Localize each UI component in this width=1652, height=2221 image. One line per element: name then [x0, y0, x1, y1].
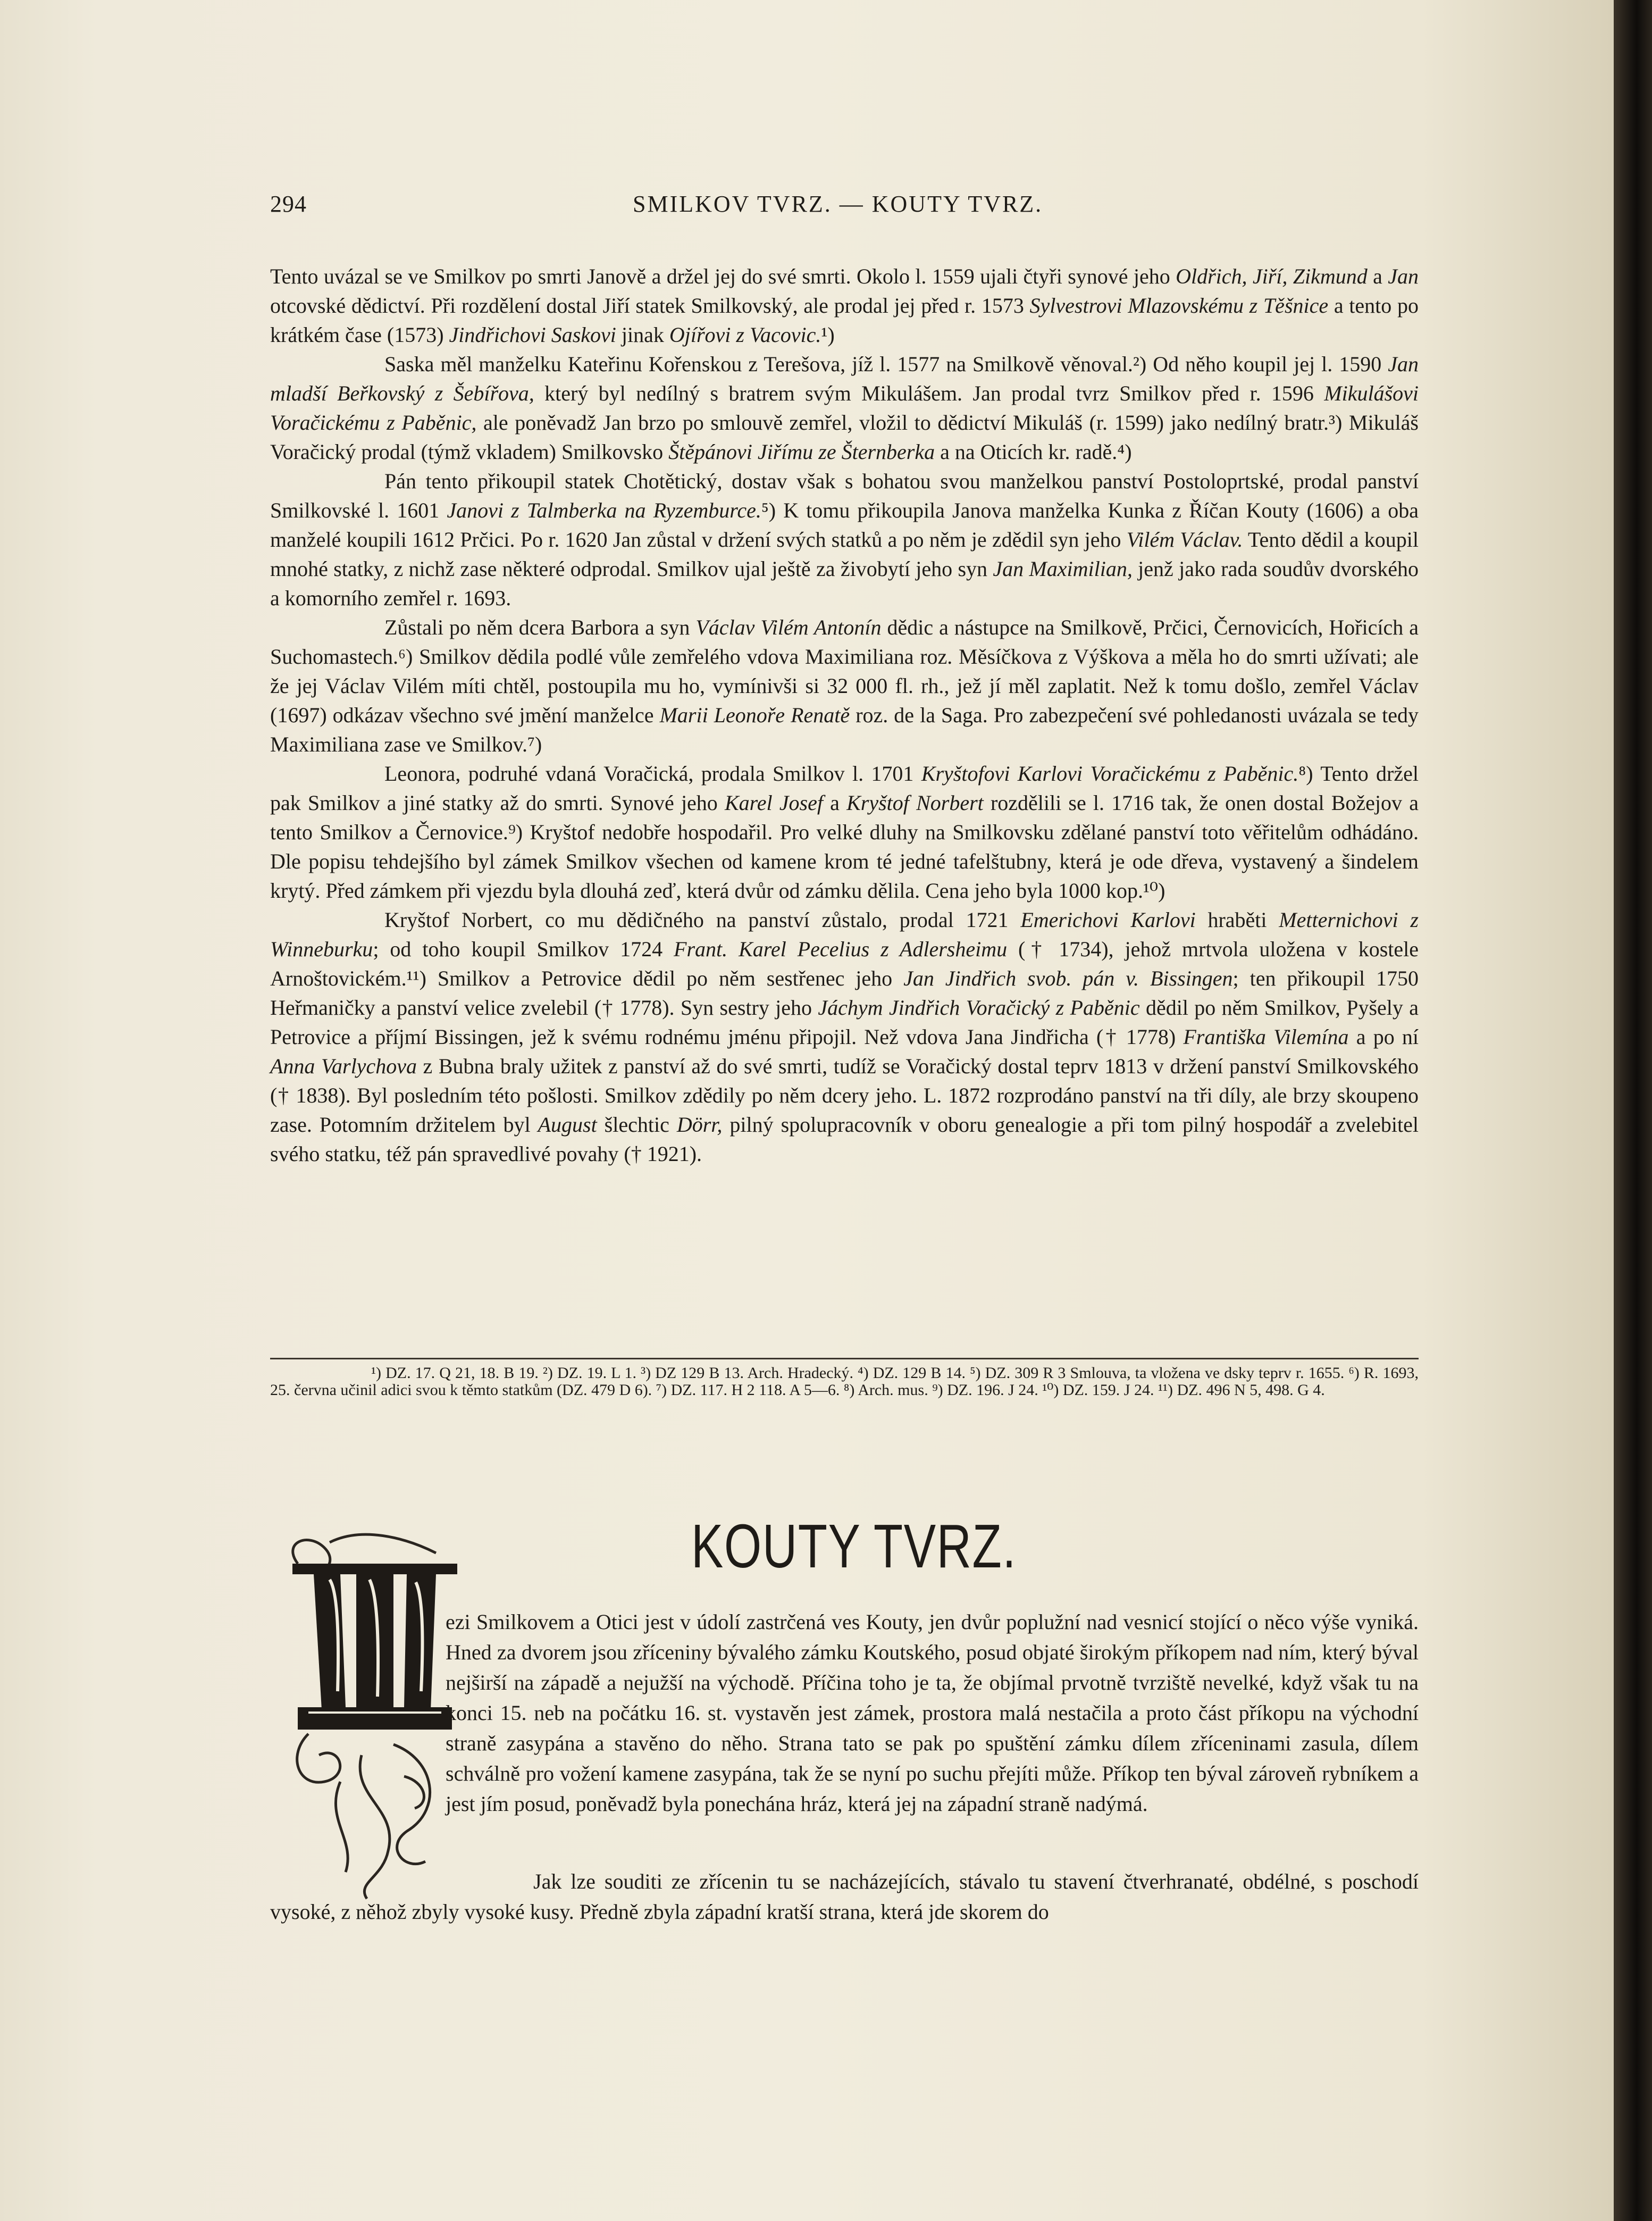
footnotes: ¹) DZ. 17. Q 21, 18. B 19. ²) DZ. 19. L 1. ³) DZ 129 B 13. Arch. Hradecký. ⁴) DZ. 129 B 14. ⁵) DZ. 309 R 3 Smlouva, ta vložena ve dsky teprv r. 1655. ⁶) R. 1693, 25. června učinil adici svou k těmto statkům (DZ. 479 D 6). ⁷) DZ. 117. H 2 118. A 5—6. ⁸) Arch. mus. ⁹) DZ. 196. J 24. ¹⁰) DZ. 159. J 24. ¹¹) DZ. 496 N 5, 498. G 4.: [270, 1364, 1419, 1399]
paragraph-2: Saska měl manželku Kateřinu Kořenskou z Terešova, jíž l. 1577 na Smilkově věnoval.²) Od něho koupil jej l. 1590 Jan mladší Beřkovský z Šebířova, který byl nedílný s bratrem svým Mikulášem. Jan prodal tvrz Smilkov před r. 1596 Mikulášovi Voračickému z Paběnic, ale poněvadž Jan brzo po smlouvě zemřel, vložil to dědictví Mikuláš (r. 1599) jako nedílný bratr.³) Mikuláš Voračický prodal (týmž vkladem) Smilkovsko Štěpánovi Jiřímu ze Šternberka a na Oticích kr. radě.⁴): [270, 352, 1419, 464]
kouty-paragraph-2: Jak lze souditi ze zřícenin tu se nacházejících, stávalo tu stavení čtverhranaté, obdélné, s poschodí vysoké, z něhož zbyly vysoké kusy. Předně zbyla západní kratší strana, která jde skorem do: [270, 1869, 1419, 1924]
names-sons: Oldřich, Jiří, Zikmund: [1176, 264, 1368, 288]
running-title: SMILKOV TVRZ. — KOUTY TVRZ.: [633, 191, 1043, 217]
paragraph-5: Leonora, podruhé vdaná Voračická, prodala Smilkov l. 1701 Kryštofovi Karlovi Voračickému z Paběnic.⁸) Tento držel pak Smilkov a jiné statky až do smrti. Synové jeho Karel Josef a Kryštof Norbert rozdělili se l. 1716 tak, že onen dostal Božejov a tento Smilkov a Černovice.⁹) Kryštof nedobře hospodařil. Pro velké dluhy na Smilkovsku zdělané panství toto věřitelům odhádáno. Dle popisu tehdejšího byl zámek Smilkov všechen od kamene krom té jedné tafelštubny, která je ode dřeva, vystavený a šindelem krytý. Před zámkem při vjezdu byla dlouhá zeď, která dvůr od zámku dělila. Cena jeho byla 1000 kop.¹⁰): [270, 762, 1419, 903]
paragraph-4: Zůstali po něm dcera Barbora a syn Václav Vilém Antonín dědic a nástupce na Smilkově, Prčici, Černovicích, Hořicích a Suchomastech.⁶) Smilkov dědila podlé vůle zemřelého vdova Maximiliana roz. Měsíčkova z Výškova a měla ho do smrti užívati; ale že jej Václav Vilém míti chtěl, postoupila mu ho, vymínivši si 32 000 fl. rh., jež jí měl zaplatit. Než k tomu došlo, zemřel Václav (1697) odkázav všechno své jmění manželce Marii Leonoře Renatě roz. de la Saga. Pro zabezpečení své pohledanosti uvázala se tedy Maximiliana zase ve Smilkov.⁷): [270, 615, 1419, 756]
kouty-paragraph-1: ezi Smilkovem a Otici jest v údolí zastrčená ves Kouty, jen dvůr poplužní nad vesnicí stojící o něco výše vyniká. Hned za dvorem jsou zříceniny bývalého zámku Koutského, posud objaté širokým příkopem nad ním, který býval nejširší na západě a nejužší na východě. Příčina toho je ta, že objímal prvotně tvrziště nevelké, když však tu na konci 15. neb na počátku 16. st. vystavěn jest zámek, prostora malá nestačila a proto část příkopu na východní straně zasypána a stavěno do něho. Strana tato se pak po spuštění zámku dílem zříceninami zasula, dílem schválně pro vožení kamene zasypána, tak že se nyní po suchu přejíti může. Příkop ten býval zároveň rybníkem a jest jím posud, poněvadž byla ponechána hráz, která jej na západní straně nadýmá.: [446, 1610, 1419, 1816]
paragraph-1: Tento uvázal se ve Smilkov po smrti Janově a držel jej do své smrti. Okolo l. 1559 ujali čtyři synové jeho Oldřich, Jiří, Zikmund a Jan otcovské dědictví. Při rozdělení dostal Jiří statek Smilkovský, ale prodal jej před r. 1573 Sylvestrovi Mlazovskému z Těšnice a tento po krátkém čase (1573) Jindřichovi Saskovi jinak Ojířovi z Vacovic.¹): [270, 264, 1419, 347]
footnote-rule: [270, 1358, 1419, 1359]
smilkov-text: [270, 262, 1419, 1168]
paragraph-3: Pán tento přikoupil statek Chotětický, dostav však s bohatou svou manželkou panství Postoloprtské, prodal panství Smilkovské l. 1601 Janovi z Talmberka na Ryzemburce.⁵) K tomu přikoupila Janova manželka Kunka z Říčan Kouty (1606) a oba manželé koupili 1612 Prčici. Po r. 1620 Jan zůstal v držení svých statků a po něm je zdědil syn jeho Vilém Václav. Tento dědil a koupil mnohé statky, z nichž zase některé odprodal. Smilkov ujal ještě za živobytí jeho syn Jan Maximilian, jenž jako rada soudův dvorského a komorního zemřel r. 1693.: [270, 469, 1419, 610]
page-number: 294: [270, 191, 307, 217]
paragraph-6: Kryštof Norbert, co mu dědičného na panství zůstalo, prodal 1721 Emerichovi Karlovi hraběti Metternichovi z Winneburku; od toho koupil Smilkov 1724 Frant. Karel Pecelius z Adlersheimu († 1734), jehož mrtvola uložena v kostele Arnoštovickém.¹¹) Smilkov a Petrovice dědil po něm sestřenec jeho Jan Jindřich svob. pán v. Bissingen; ten přikoupil 1750 Heřmaničky a panství velice zvelebil († 1778). Syn sestry jeho Jáchym Jindřich Voračický z Paběnic dědil po něm Smilkov, Pyšely a Petrovice a příjmí Bissingen, jež k svému rodnému jménu připojil. Než vdova Jana Jindřicha († 1778) Františka Vilemína a po ní Anna Varlychova z Bubna braly užitek z panství až do své smrti, tudíž se Voračický dostal teprv 1813 v držení panství Smilkovského († 1838). Byl posledním této pošlosti. Smilkov zdědily po něm dcery jeho. L. 1872 rozprodáno panství na tři díly, ale brzy skoupeno zase. Potomním držitelem byl August šlechtic Dörr, pilný spolupracovník v oboru genealogie a při tom pilný hospodář a zvelebitel svého statku, též pán spravedlivé povahy († 1921).: [270, 908, 1419, 1166]
decorative-initial-m-icon: [276, 1532, 473, 1904]
page-header: [0, 190, 1614, 228]
section-title: KOUTY TVRZ.: [691, 1512, 1017, 1581]
book-spine: [1614, 0, 1652, 2221]
